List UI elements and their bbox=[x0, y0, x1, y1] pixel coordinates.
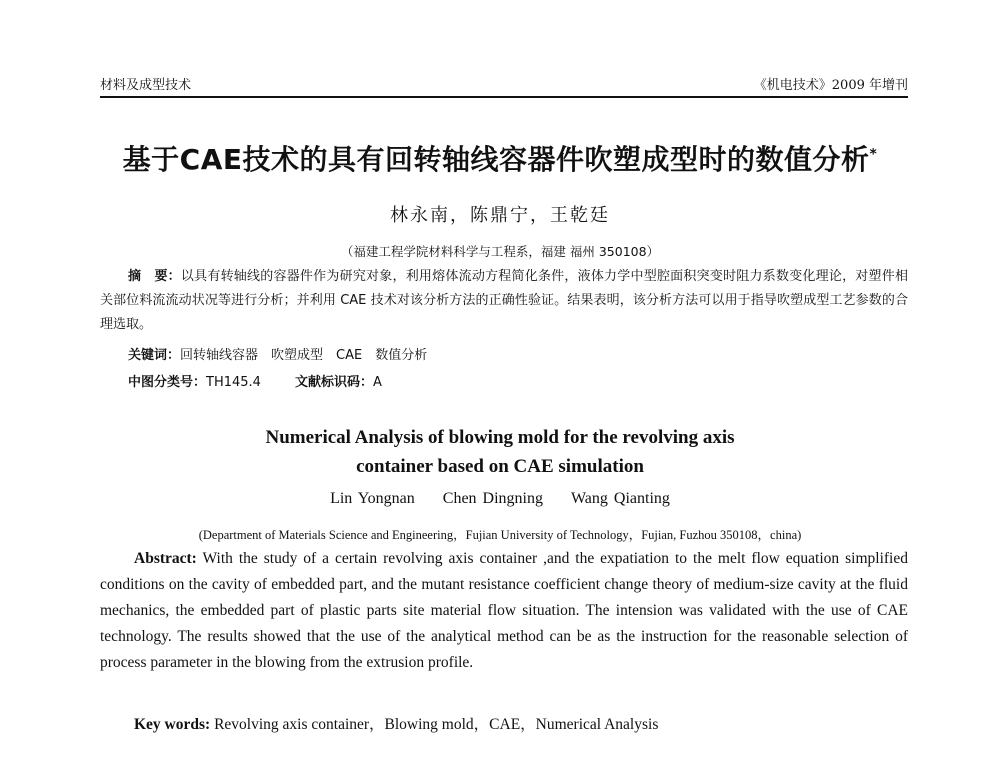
author-2: Chen Dingning bbox=[442, 490, 543, 507]
chinese-keywords-text: 回转轴线容器 吹塑成型 CAE 数值分析 bbox=[180, 348, 428, 363]
classification-code: TH145.4 bbox=[206, 375, 261, 390]
chinese-keywords bbox=[128, 344, 427, 363]
chinese-affiliation: （福建工程学院材料科学与工程系，福建 福州 350108） bbox=[340, 244, 660, 259]
running-header bbox=[100, 66, 908, 98]
chinese-authors: 林永南，陈鼎宁，王乾廷 bbox=[390, 205, 610, 226]
chinese-abstract-label: 摘 要： bbox=[128, 269, 181, 284]
chinese-abstract bbox=[100, 265, 908, 337]
english-abstract bbox=[100, 546, 908, 676]
header-journal: 《机电技术》2009 年增刊 bbox=[753, 78, 908, 93]
english-keywords-label: Key words: bbox=[134, 716, 211, 733]
author-1: Lin Yongnan bbox=[330, 490, 415, 507]
english-authors bbox=[0, 490, 1000, 508]
chinese-title bbox=[0, 138, 1000, 178]
english-keywords bbox=[134, 712, 658, 734]
chinese-abstract-text: 以具有转轴线的容器件作为研究对象，利用熔体流动方程简化条件，液体力学中型腔面积突变时阻力系数变化理论，对塑件相关部位料流流动状况等进行分析；并利用 CAE 技术对该分析方法的正确性验证。结果表明，该分析方法可以用于指导吹塑成型工艺参数的合理选取。 bbox=[100, 269, 908, 332]
doc-code-label: 文献标识码： bbox=[294, 375, 373, 390]
classification-line bbox=[128, 371, 382, 390]
english-title-line2: container based on CAE simulation bbox=[356, 456, 644, 477]
english-abstract-text: With the study of a certain revolving axis container ,and the expatiation to the melt flow equation simplified conditions on the cavity of embedded part, and the mutant resistance coefficient change theory of medium-size cavity at the fluid mechanics, the embedded part of plastic parts site material flow situation. The intension was validated with the use of CAE technology. The results showed that the use of the analytical method can be as the instruction for the reasonable selection of process parameter in the blowing from the extrusion profile. bbox=[100, 550, 908, 671]
english-affiliation: (Department of Materials Science and Engineering，Fujian University of Technology，Fujian, Fuzhou 350108，china) bbox=[198, 528, 802, 542]
classification-label: 中图分类号： bbox=[128, 375, 207, 390]
english-keywords-text: Revolving axis container，Blowing mold，CAE，Numerical Analysis bbox=[214, 716, 659, 733]
chinese-keywords-label: 关键词： bbox=[128, 348, 181, 363]
title-footnote-mark: * bbox=[869, 146, 878, 163]
header-section: 材料及成型技术 bbox=[100, 78, 192, 93]
chinese-title-text: 基于CAE技术的具有回转轴线容器件吹塑成型时的数值分析 bbox=[122, 143, 870, 176]
english-title bbox=[0, 423, 1000, 481]
author-3: Wang Qianting bbox=[570, 490, 670, 507]
english-abstract-label: Abstract: bbox=[134, 550, 197, 567]
doc-code: A bbox=[372, 375, 382, 390]
english-title-line1: Numerical Analysis of blowing mold for the revolving axis bbox=[265, 427, 735, 448]
